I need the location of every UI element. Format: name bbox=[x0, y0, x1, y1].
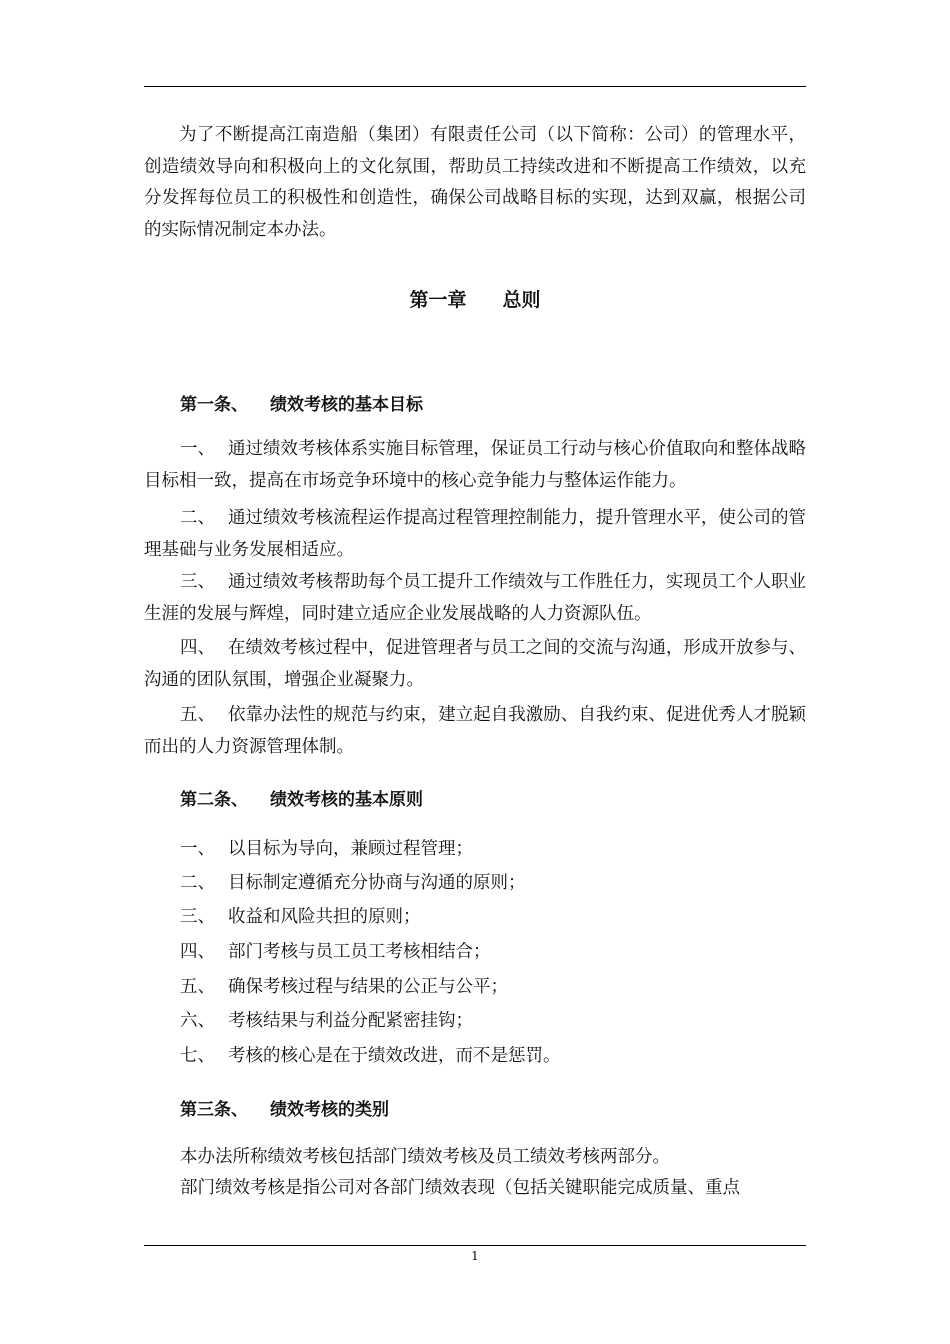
article-label: 第三条、 bbox=[180, 1100, 248, 1120]
article-title: 绩效考核的基本原则 bbox=[270, 790, 423, 810]
article-1-item bbox=[144, 567, 806, 630]
item-text: 通过绩效考核帮助每个员工提升工作绩效与工作胜任力，实现员工个人职业生涯的发展与辉煌，同时建立适应企业发展战略的人力资源队伍。 bbox=[144, 572, 806, 624]
item-text: 通过绩效考核体系实施目标管理，保证员工行动与核心价值取向和整体战略目标相一致，提高在市场竞争环境中的核心竞争能力与整体运作能力。 bbox=[144, 439, 806, 491]
intro-paragraph: 为了不断提高江南造船（集团）有限责任公司（以下简称：公司）的管理水平，创造绩效导向和积极向上的文化氛围，帮助员工持续改进和不断提高工作绩效，以充分发挥每位员工的积极性和创造性，确保公司战略目标的实现，达到双赢，根据公司的实际情况制定本办法。 bbox=[144, 125, 806, 240]
article-2-item bbox=[180, 869, 526, 894]
article-2-item bbox=[180, 1007, 473, 1032]
item-text: 考核的核心是在于绩效改进，而不是惩罚。 bbox=[228, 1046, 561, 1066]
item-text: 依靠办法性的规范与约束，建立起自我激励、自我约束、促进优秀人才脱颖而出的人力资源管理体制。 bbox=[144, 705, 806, 757]
article-label: 第一条、 bbox=[180, 395, 248, 415]
article-title: 绩效考核的基本目标 bbox=[270, 395, 423, 415]
article-1-item bbox=[144, 633, 806, 696]
item-number: 六、 bbox=[180, 1011, 215, 1031]
article-1-item bbox=[144, 434, 806, 497]
item-number: 五、 bbox=[180, 977, 215, 997]
item-number: 三、 bbox=[180, 572, 215, 592]
item-text: 目标制定遵循充分协商与沟通的原则； bbox=[228, 873, 526, 893]
article-3-heading bbox=[180, 1095, 389, 1120]
chapter-heading bbox=[0, 285, 950, 312]
item-number: 七、 bbox=[180, 1046, 215, 1066]
item-number: 二、 bbox=[180, 508, 215, 528]
item-text: 在绩效考核过程中，促进管理者与员工之间的交流与沟通，形成开放参与、沟通的团队氛围，增强企业凝聚力。 bbox=[144, 638, 806, 690]
item-number: 一、 bbox=[180, 439, 215, 459]
article-1-item bbox=[144, 503, 806, 566]
item-number: 五、 bbox=[180, 705, 215, 725]
item-text: 通过绩效考核流程运作提高过程管理控制能力，提升管理水平，使公司的管理基础与业务发展相适应。 bbox=[144, 508, 806, 560]
article-title: 绩效考核的类别 bbox=[270, 1100, 389, 1120]
item-number: 二、 bbox=[180, 873, 215, 893]
item-number: 一、 bbox=[180, 839, 215, 859]
footer-rule bbox=[144, 1245, 806, 1246]
article-2-item bbox=[180, 973, 508, 998]
article-2-item bbox=[180, 1042, 561, 1067]
article-label: 第二条、 bbox=[180, 790, 248, 810]
article-2-heading bbox=[180, 785, 423, 810]
page-number: 1 bbox=[471, 1249, 479, 1263]
article-3-paragraph: 部门绩效考核是指公司对各部门绩效表现（包括关键职能完成质量、重点 bbox=[180, 1178, 740, 1198]
chapter-number: 第一章 bbox=[409, 289, 467, 311]
article-2-item bbox=[180, 835, 473, 860]
item-text: 考核结果与利益分配紧密挂钩； bbox=[228, 1011, 473, 1031]
item-number: 三、 bbox=[180, 907, 215, 927]
article-1-heading bbox=[180, 390, 423, 415]
item-text: 部门考核与员工员工考核相结合； bbox=[228, 942, 491, 962]
item-text: 收益和风险共担的原则； bbox=[228, 907, 421, 927]
header-rule bbox=[144, 86, 806, 87]
item-text: 确保考核过程与结果的公正与公平； bbox=[228, 977, 508, 997]
article-3-paragraph: 本办法所称绩效考核包括部门绩效考核及员工绩效考核两部分。 bbox=[180, 1147, 670, 1167]
item-number: 四、 bbox=[180, 638, 215, 658]
article-2-item bbox=[180, 938, 491, 963]
item-text: 以目标为导向，兼顾过程管理； bbox=[228, 839, 473, 859]
item-number: 四、 bbox=[180, 942, 215, 962]
article-2-item bbox=[180, 903, 421, 928]
article-1-item bbox=[144, 700, 806, 763]
chapter-title: 总则 bbox=[502, 289, 541, 311]
